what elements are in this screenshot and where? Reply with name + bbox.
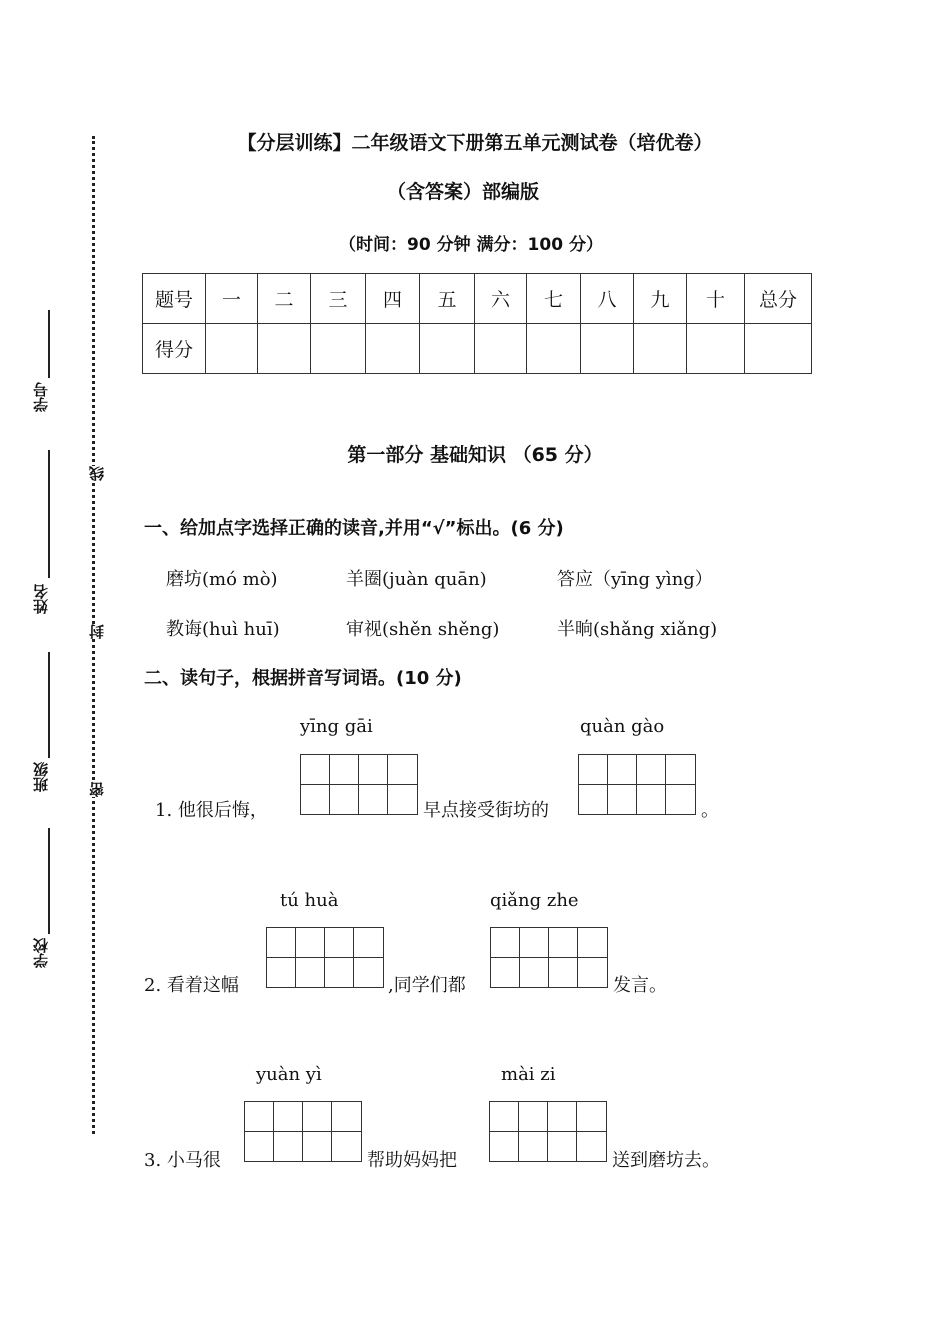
grid-cell[interactable] <box>579 755 608 814</box>
score-table-score-row <box>143 324 812 374</box>
grid-cell[interactable] <box>301 755 330 814</box>
q1-item[interactable]: 教诲(huì huī) <box>166 619 280 640</box>
page-title-line2: （含答案）部编版 <box>386 181 539 203</box>
q1-item[interactable]: 半晌(shǎng xiǎng) <box>557 619 718 640</box>
score-input-cell[interactable] <box>687 324 745 374</box>
section-heading: 第一部分 基础知识 （65 分） <box>347 444 603 466</box>
sentence-2-prefix: 2. 看着这幅 <box>144 975 239 996</box>
score-input-cell[interactable] <box>634 324 687 374</box>
grid-cell[interactable] <box>637 755 666 814</box>
table-cell: 九 <box>634 274 687 324</box>
table-cell: 总分 <box>745 274 812 324</box>
grid-cell[interactable] <box>608 755 637 814</box>
grid-cell[interactable] <box>666 755 695 814</box>
table-cell: 五 <box>420 274 475 324</box>
pinyin-hint: quàn gào <box>580 716 665 737</box>
grid-cell[interactable] <box>303 1102 332 1161</box>
score-input-cell[interactable] <box>258 324 311 374</box>
grid-cell[interactable] <box>245 1102 274 1161</box>
score-input-cell[interactable] <box>311 324 366 374</box>
table-cell: 六 <box>475 274 527 324</box>
sentence-3-middle: 帮助妈妈把 <box>367 1150 457 1171</box>
question-2-title: 二、读句子，根据拼音写词语。(10 分) <box>144 668 462 689</box>
score-input-cell[interactable] <box>527 324 581 374</box>
pinyin-hint: qiǎng zhe <box>490 890 579 911</box>
grid-cell[interactable] <box>490 1102 519 1161</box>
score-input-cell[interactable] <box>366 324 420 374</box>
table-cell: 题号 <box>143 274 206 324</box>
name-label: 姓名 <box>32 584 50 614</box>
score-table-header-row <box>143 274 812 324</box>
q1-item[interactable]: 答应（yīng yìng） <box>557 569 713 590</box>
grid-cell[interactable] <box>577 1102 606 1161</box>
score-table <box>142 273 812 374</box>
grid-cell[interactable] <box>267 928 296 987</box>
class-blank[interactable] <box>48 652 51 758</box>
q1-item[interactable]: 审视(shěn shěng) <box>346 619 500 640</box>
grid-cell[interactable] <box>354 928 383 987</box>
q1-item[interactable]: 羊圈(juàn quān) <box>346 569 487 590</box>
student-no-blank[interactable] <box>48 310 51 378</box>
school-blank[interactable] <box>48 828 51 934</box>
answer-grid[interactable] <box>578 754 696 815</box>
sentence-3-suffix: 送到磨坊去。 <box>612 1150 720 1171</box>
class-label: 班级 <box>32 762 50 792</box>
grid-cell[interactable] <box>325 928 354 987</box>
question-1-title: 一、给加点字选择正确的读音,并用“√”标出。(6 分) <box>144 518 564 539</box>
table-cell: 八 <box>581 274 634 324</box>
student-no-label: 学号 <box>32 382 50 412</box>
grid-cell[interactable] <box>520 928 549 987</box>
seal-line-char: 线 <box>88 466 106 481</box>
seal-seal-char: 封 <box>88 624 106 639</box>
answer-grid[interactable] <box>244 1101 362 1162</box>
table-cell: 三 <box>311 274 366 324</box>
pinyin-hint: yīng gāi <box>300 716 373 737</box>
score-input-cell[interactable] <box>475 324 527 374</box>
table-cell: 四 <box>366 274 420 324</box>
table-cell: 二 <box>258 274 311 324</box>
page-title-line1: 【分层训练】二年级语文下册第五单元测试卷（培优卷） <box>237 132 713 154</box>
table-cell: 七 <box>527 274 581 324</box>
grid-cell[interactable] <box>330 755 359 814</box>
q1-item[interactable]: 磨坊(mó mò) <box>166 569 278 590</box>
sentence-2-suffix: 发言。 <box>613 975 667 996</box>
pinyin-hint: tú huà <box>280 890 339 911</box>
score-input-cell[interactable] <box>581 324 634 374</box>
grid-cell[interactable] <box>491 928 520 987</box>
grid-cell[interactable] <box>274 1102 303 1161</box>
answer-grid[interactable] <box>489 1101 607 1162</box>
exam-info: （时间：90 分钟 满分：100 分） <box>339 235 603 255</box>
score-input-cell[interactable] <box>206 324 258 374</box>
score-input-cell[interactable] <box>420 324 475 374</box>
answer-grid[interactable] <box>300 754 418 815</box>
table-cell: 十 <box>687 274 745 324</box>
seal-mi-char: 密 <box>88 782 106 797</box>
grid-cell[interactable] <box>549 928 578 987</box>
grid-cell[interactable] <box>296 928 325 987</box>
answer-grid[interactable] <box>266 927 384 988</box>
name-blank[interactable] <box>48 450 51 578</box>
grid-cell[interactable] <box>332 1102 361 1161</box>
score-input-cell[interactable] <box>745 324 812 374</box>
table-cell: 得分 <box>143 324 206 374</box>
school-label: 学校 <box>32 938 50 968</box>
sentence-1-middle: 早点接受街坊的 <box>423 800 549 821</box>
grid-cell[interactable] <box>578 928 607 987</box>
grid-cell[interactable] <box>388 755 417 814</box>
sentence-1-suffix: 。 <box>701 800 719 821</box>
grid-cell[interactable] <box>548 1102 577 1161</box>
pinyin-hint: yuàn yì <box>256 1064 322 1085</box>
table-cell: 一 <box>206 274 258 324</box>
answer-grid[interactable] <box>490 927 608 988</box>
sentence-1-prefix: 1. 他很后悔， <box>155 800 268 821</box>
sentence-2-middle: ,同学们都 <box>388 975 466 996</box>
grid-cell[interactable] <box>359 755 388 814</box>
pinyin-hint: mài zi <box>501 1064 556 1085</box>
grid-cell[interactable] <box>519 1102 548 1161</box>
sentence-3-prefix: 3. 小马很 <box>144 1150 221 1171</box>
